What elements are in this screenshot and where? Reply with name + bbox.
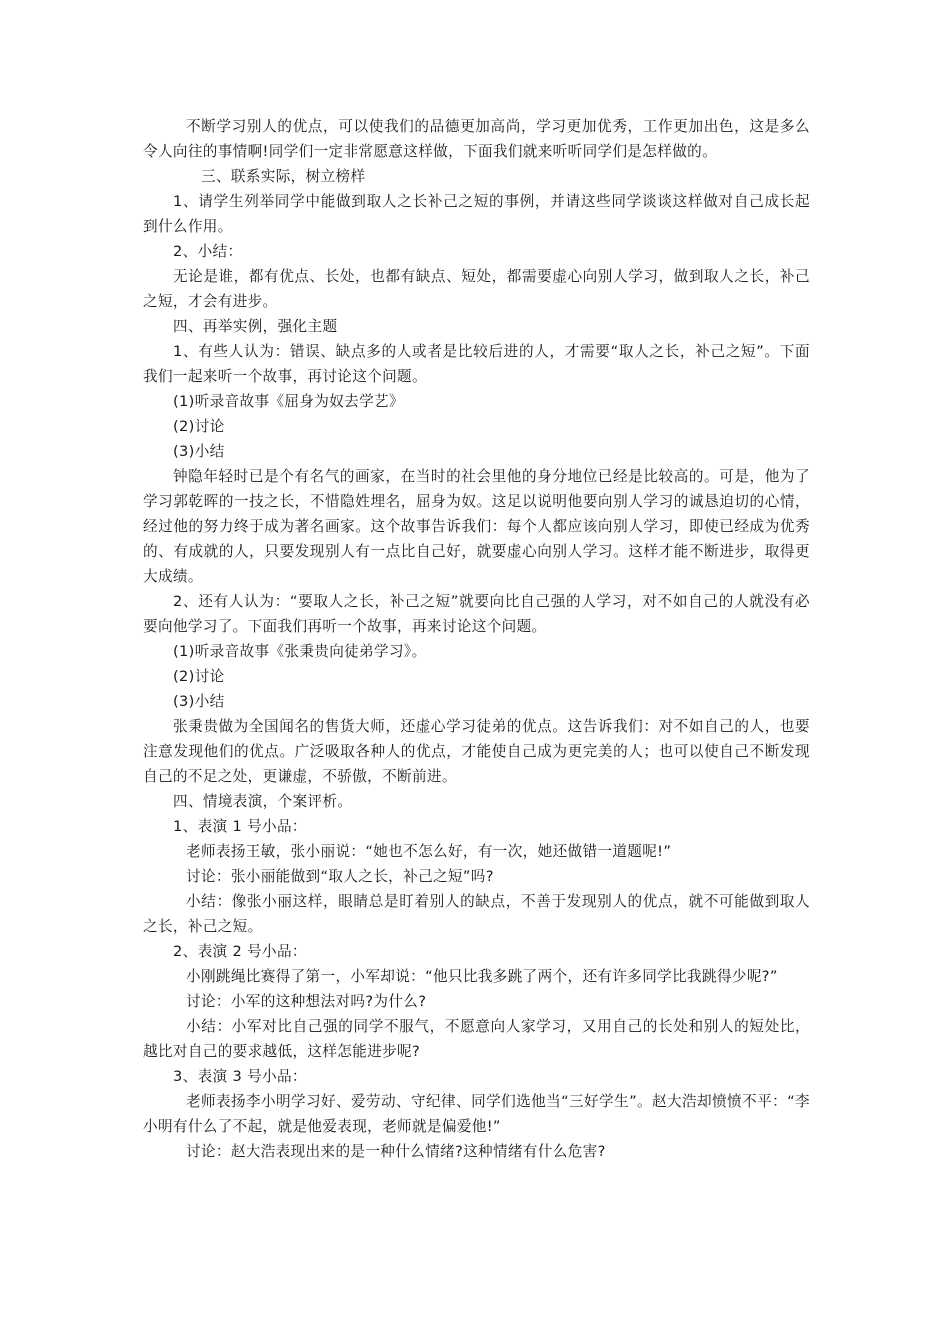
- paragraph-skit-2-scene: 小刚跳绳比赛得了第一，小军却说：“他只比我多跳了两个，还有许多同学比我跳得少呢?”: [186, 968, 778, 985]
- paragraph-skit-1-discuss: 讨论：张小丽能做到“取人之长，补己之短”吗?: [186, 868, 494, 885]
- paragraph-example-2: 2、还有人认为：“要取人之长，补己之短”就要向比自己强的人学习，对不如自己的人就没有必要向他学习了。下面我们再听一个故事，再来讨论这个问题。: [143, 593, 810, 635]
- heading-section-role-play: 四、情境表演，个案评析。: [173, 793, 353, 810]
- paragraph-step-summary-1: (3)小结: [173, 443, 225, 460]
- paragraph-skit-1-summary: 小结：像张小丽这样，眼睛总是盯着别人的缺点，不善于发现别人的优点，就不可能做到取人之长，补己之短。: [143, 893, 810, 935]
- paragraph-skit-3-title: 3、表演 3 号小品：: [173, 1068, 307, 1085]
- paragraph-story-2: 张秉贵做为全国闻名的售货大师，还虚心学习徒弟的优点。这告诉我们：对不如自己的人，也要注意发现他们的优点。广泛吸取各种人的优点，才能使自己成为更完美的人；也可以使自己不断发现自己的不足之处，更谦虚，不骄傲，不断前进。: [143, 718, 810, 785]
- paragraph-example-1: 1、有些人认为：错误、缺点多的人或者是比较后进的人，才需要“取人之长，补己之短”。下面我们一起来听一个故事，再讨论这个问题。: [143, 343, 810, 385]
- paragraph-summary: 无论是谁，都有优点、长处，也都有缺点、短处，都需要虚心向别人学习，做到取人之长，补己之短，才会有进步。: [143, 268, 810, 310]
- paragraph-step-discuss-1: (2)讨论: [173, 418, 225, 435]
- paragraph-item-1: 1、请学生列举同学中能做到取人之长补己之短的事例，并请这些同学谈谈这样做对自己成长起到什么作用。: [143, 193, 810, 235]
- paragraph-step-listen-2: (1)听录音故事《张秉贵向徒弟学习》。: [173, 643, 427, 660]
- heading-section-3: 三、联系实际，树立榜样: [201, 168, 366, 185]
- paragraph-skit-2-discuss: 讨论：小军的这种想法对吗?为什么?: [186, 993, 427, 1010]
- paragraph-step-discuss-2: (2)讨论: [173, 668, 225, 685]
- paragraph-step-listen-1: (1)听录音故事《屈身为奴去学艺》: [173, 393, 404, 410]
- paragraph-skit-2-title: 2、表演 2 号小品：: [173, 943, 307, 960]
- paragraph-intro: 不断学习别人的优点，可以使我们的品德更加高尚，学习更加优秀，工作更加出色，这是多么令人向往的事情啊!同学们一定非常愿意这样做，下面我们就来听听同学们是怎样做的。: [143, 118, 810, 160]
- heading-section-4: 四、再举实例，强化主题: [173, 318, 338, 335]
- document-body: [143, 114, 810, 1164]
- paragraph-step-summary-2: (3)小结: [173, 693, 225, 710]
- paragraph-summary-label: 2、小结：: [173, 243, 243, 260]
- paragraph-skit-3-scene: 老师表扬李小明学习好、爱劳动、守纪律、同学们选他当“三好学生”。赵大浩却愤愤不平：“李小明有什么了不起，就是他爱表现，老师就是偏爱他!”: [143, 1093, 810, 1135]
- paragraph-skit-3-discuss: 讨论：赵大浩表现出来的是一种什么情绪?这种情绪有什么危害?: [186, 1143, 606, 1160]
- paragraph-skit-2-summary: 小结：小军对比自己强的同学不服气，不愿意向人家学习，又用自己的长处和别人的短处比，越比对自己的要求越低，这样怎能进步呢?: [143, 1018, 810, 1060]
- paragraph-skit-1-title: 1、表演 1 号小品：: [173, 818, 307, 835]
- paragraph-story-1: 钟隐年轻时已是个有名气的画家，在当时的社会里他的身分地位已经是比较高的。可是，他为了学习郭乾晖的一技之长，不惜隐姓埋名，屈身为奴。这足以说明他要向别人学习的诚恳迫切的心情，经过他的努力终于成为著名画家。这个故事告诉我们：每个人都应该向别人学习，即使已经成为优秀的、有成就的人，只要发现别人有一点比自己好，就要虚心向别人学习。这样才能不断进步，取得更大成绩。: [143, 468, 810, 585]
- paragraph-skit-1-scene: 老师表扬王敏，张小丽说：“她也不怎么好，有一次，她还做错一道题呢!”: [186, 843, 672, 860]
